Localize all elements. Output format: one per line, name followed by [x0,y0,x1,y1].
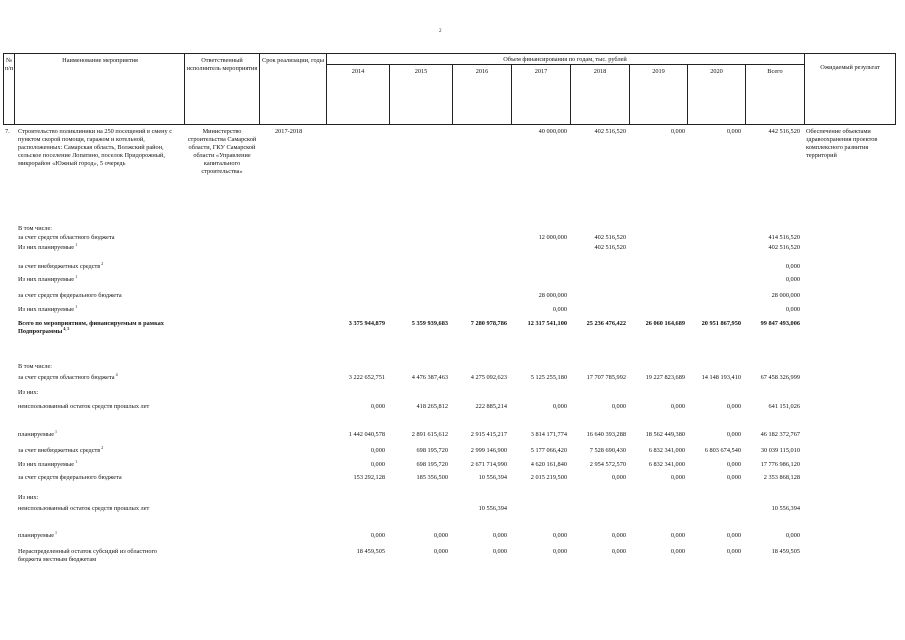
item-responsible: Министерство строительства Самарской области, ГКУ Самарской области «Управление капитального строительства» [187,128,257,175]
footnote-mark: 1 [53,529,57,535]
row-15-value-2015: 185 356,500 [416,474,448,481]
row-label: планируемые $^1$ [18,529,57,539]
row-11-value-2016: 222 885,214 [475,403,507,410]
row-19-value-2019: 0,000 [670,548,685,555]
row-15-value-2014: 153 292,128 [353,474,385,481]
row-15-value-2017: 2 015 219,500 [530,474,567,481]
row-19-value-Всего: 18 459,505 [771,548,800,555]
row-18-value-2019: 0,000 [670,532,685,539]
item-name: Строительство поликлиники на 250 посещений в смену с пунктом скорой помощи, гаражом и котельной, расположенных: Самарская область, Волжский район, сельское поселение Лопатино, поселок Придорожный, микрорайон «Южный город», 5 очередь [18,128,173,167]
row-label: неиспользованный остаток средств прошлых лет [18,505,150,512]
row-9-value-2020: 14 148 193,410 [701,374,741,381]
row-7-value-2019: 26 060 164,689 [645,320,685,327]
row-label: В том числе: [18,363,53,370]
row-18-value-2017: 0,000 [552,532,567,539]
header-year-2017: 2017 [534,68,548,75]
item-term: 2017-2018 [275,128,303,135]
row-14-value-2015: 698 195,720 [416,461,448,468]
row-1-value-2018: 402 516,520 [594,234,626,241]
row-15-value-2016: 10 556,394 [478,474,507,481]
row-14-value-2019: 6 832 341,000 [648,461,685,468]
item-value-2017: 40 000,000 [538,128,567,135]
row-18-value-Всего: 0,000 [785,532,800,539]
row-17-value-Всего: 10 556,394 [771,505,800,512]
row-13-value-2015: 698 195,720 [416,447,448,454]
row-1-value-2017: 12 000,000 [538,234,567,241]
row-18-value-2016: 0,000 [492,532,507,539]
row-15-value-2018: 0,000 [611,474,626,481]
row-label: за счет средств областного бюджета $^4$ [18,371,118,381]
row-12-value-2017: 3 814 171,774 [530,431,567,438]
row-5-value-2017: 28 000,000 [538,292,567,299]
row-11-value-2014: 0,000 [370,403,385,410]
header-term: Срок реализации, годы [262,57,324,64]
col-border-4 [326,53,327,125]
row-18-value-2018: 0,000 [611,532,626,539]
footnote-mark: 1 [74,303,78,309]
header-num: № п/п [4,57,14,72]
row-15-value-2020: 0,000 [726,474,741,481]
row-label: Из них планируемые $^1$ [18,303,78,313]
row-17-value-2016: 10 556,394 [478,505,507,512]
row-19-value-2015: 0,000 [433,548,448,555]
header-name: Наименование мероприятия [62,57,138,64]
row-7-value-2018: 25 236 476,422 [586,320,626,327]
row-3-value-Всего: 0,000 [785,263,800,270]
row-15-value-Всего: 2 353 868,128 [763,474,800,481]
row-label: Из них планируемые $^1$ [18,273,78,283]
row-label: Всего по мероприятиям, финансируемым в рамках Подпрограммы $^{4, 5}$ [18,320,164,335]
row-18-value-2014: 0,000 [370,532,385,539]
header-year-2020: 2020 [710,68,723,75]
header-year-2019: 2019 [652,68,665,75]
row-label: Нераспределенный остаток субсидий из областного бюджета местным бюджетам [18,548,158,563]
row-9-value-2018: 17 707 785,992 [586,374,626,381]
row-9-value-2017: 5 125 255,180 [530,374,567,381]
row-label: Из них планируемые $^1$ [18,241,78,251]
row-12-value-2019: 18 562 449,380 [645,431,685,438]
item-value-2018: 402 516,520 [594,128,626,135]
footnote-mark: 1 [74,458,78,464]
row-label: неиспользованный остаток средств прошлых лет [18,403,150,410]
row-9-value-2016: 4 275 092,623 [470,374,507,381]
row-7-value-Всего: 99 847 493,006 [760,320,800,327]
header-year-2015: 2015 [414,68,428,75]
row-19-value-2017: 0,000 [552,548,567,555]
header-year-2018: 2018 [593,68,607,75]
row-7-value-2015: 5 359 939,683 [411,320,448,327]
row-5-value-Всего: 28 000,000 [771,292,800,299]
row-14-value-2020: 0,000 [726,461,741,468]
row-label: за счет внебюджетных средств $^2$ [18,444,104,454]
row-18-value-2015: 0,000 [433,532,448,539]
header-top-border [3,53,896,54]
row-14-value-2017: 4 620 161,840 [530,461,567,468]
row-2-value-Всего: 402 516,520 [768,244,800,251]
row-19-value-2016: 0,000 [492,548,507,555]
row-11-value-2019: 0,000 [670,403,685,410]
row-13-value-2020: 6 803 674,540 [704,447,741,454]
header-result: Ожидаемый результат [820,64,880,71]
footnote-mark: 1 [74,273,78,279]
col-border-2 [184,53,185,125]
col-border-3 [259,53,260,125]
row-12-value-2020: 0,000 [726,431,741,438]
row-7-value-2016: 7 280 978,786 [470,320,507,327]
row-7-value-2014: 3 375 944,879 [348,320,385,327]
row-11-value-Всего: 641 151,026 [768,403,800,410]
row-6-value-2017: 0,000 [552,306,567,313]
row-14-value-2018: 2 954 572,570 [589,461,626,468]
footnote-mark: 4 [114,371,118,377]
row-19-value-2018: 0,000 [611,548,626,555]
row-14-value-Всего: 17 776 986,120 [760,461,800,468]
row-11-value-2017: 0,000 [552,403,567,410]
row-12-value-2015: 2 891 615,612 [411,431,448,438]
item-value-Всего: 442 516,520 [768,128,800,135]
row-14-value-2014: 0,000 [370,461,385,468]
row-11-value-2020: 0,000 [726,403,741,410]
row-2-value-2018: 402 516,520 [594,244,626,251]
row-label: планируемые $^1$ [18,428,57,438]
col-border-12 [804,53,805,125]
footnote-mark: 2 [100,260,104,266]
row-7-value-2020: 20 951 867,950 [701,320,741,327]
header-year-total: Всего [767,68,783,75]
row-label: Из них планируемые $^1$ [18,458,78,468]
item-number: 7. [5,128,10,135]
row-13-value-2014: 0,000 [370,447,385,454]
row-9-value-Всего: 67 458 326,999 [760,374,800,381]
row-label: за счет средств федерального бюджета [18,292,122,299]
row-15-value-2019: 0,000 [670,474,685,481]
row-label: Из них: [18,494,39,501]
footnote-mark: 2 [100,444,104,450]
footnote-mark: 4, 5 [62,325,70,331]
item-value-2020: 0,000 [726,128,741,135]
row-label: В том числе: [18,225,53,232]
header-funding: Объем финансирования по годам, тыс. рублей [503,56,627,63]
row-12-value-2016: 2 915 415,217 [470,431,507,438]
row-19-value-2020: 0,000 [726,548,741,555]
row-7-value-2017: 12 317 541,100 [527,320,567,327]
row-12-value-2018: 16 640 393,288 [586,431,626,438]
row-12-value-Всего: 46 182 372,767 [760,431,800,438]
row-6-value-Всего: 0,000 [785,306,800,313]
header-bottom-border [3,124,896,125]
row-14-value-2016: 2 671 714,990 [470,461,507,468]
row-13-value-2017: 5 177 066,420 [530,447,567,454]
row-13-value-Всего: 30 039 115,010 [760,447,800,454]
page-mark: 2 [439,29,442,34]
row-18-value-2020: 0,000 [726,532,741,539]
footnote-mark: 1 [74,241,78,247]
row-11-value-2018: 0,000 [611,403,626,410]
row-label: за счет средств федерального бюджета [18,474,122,481]
row-4-value-Всего: 0,000 [785,276,800,283]
row-9-value-2019: 19 227 823,689 [645,374,685,381]
row-9-value-2015: 4 476 387,463 [411,374,448,381]
header-responsible: Ответственный исполнитель мероприятия [186,57,258,72]
row-13-value-2018: 7 528 690,430 [589,447,626,454]
header-year-2016: 2016 [475,68,489,75]
row-13-value-2016: 2 999 146,900 [470,447,507,454]
row-label: Из них: [18,389,39,396]
footnote-mark: 1 [53,428,57,434]
row-label: за счет средств областного бюджета [18,234,115,241]
row-1-value-Всего: 414 516,520 [768,234,800,241]
item-value-2019: 0,000 [670,128,685,135]
item-result: Обеспечение объектами здравоохранения проектов комплексного развития территорий [806,128,878,159]
years-top-border [326,64,804,65]
row-label: за счет внебюджетных средств $^2$ [18,260,104,270]
header-year-2014: 2014 [351,68,365,75]
row-12-value-2014: 1 442 040,578 [348,431,385,438]
row-11-value-2015: 418 265,812 [416,403,448,410]
row-9-value-2014: 3 222 652,751 [348,374,385,381]
row-13-value-2019: 6 832 341,000 [648,447,685,454]
col-border-13 [895,53,896,125]
row-19-value-2014: 18 459,505 [356,548,385,555]
